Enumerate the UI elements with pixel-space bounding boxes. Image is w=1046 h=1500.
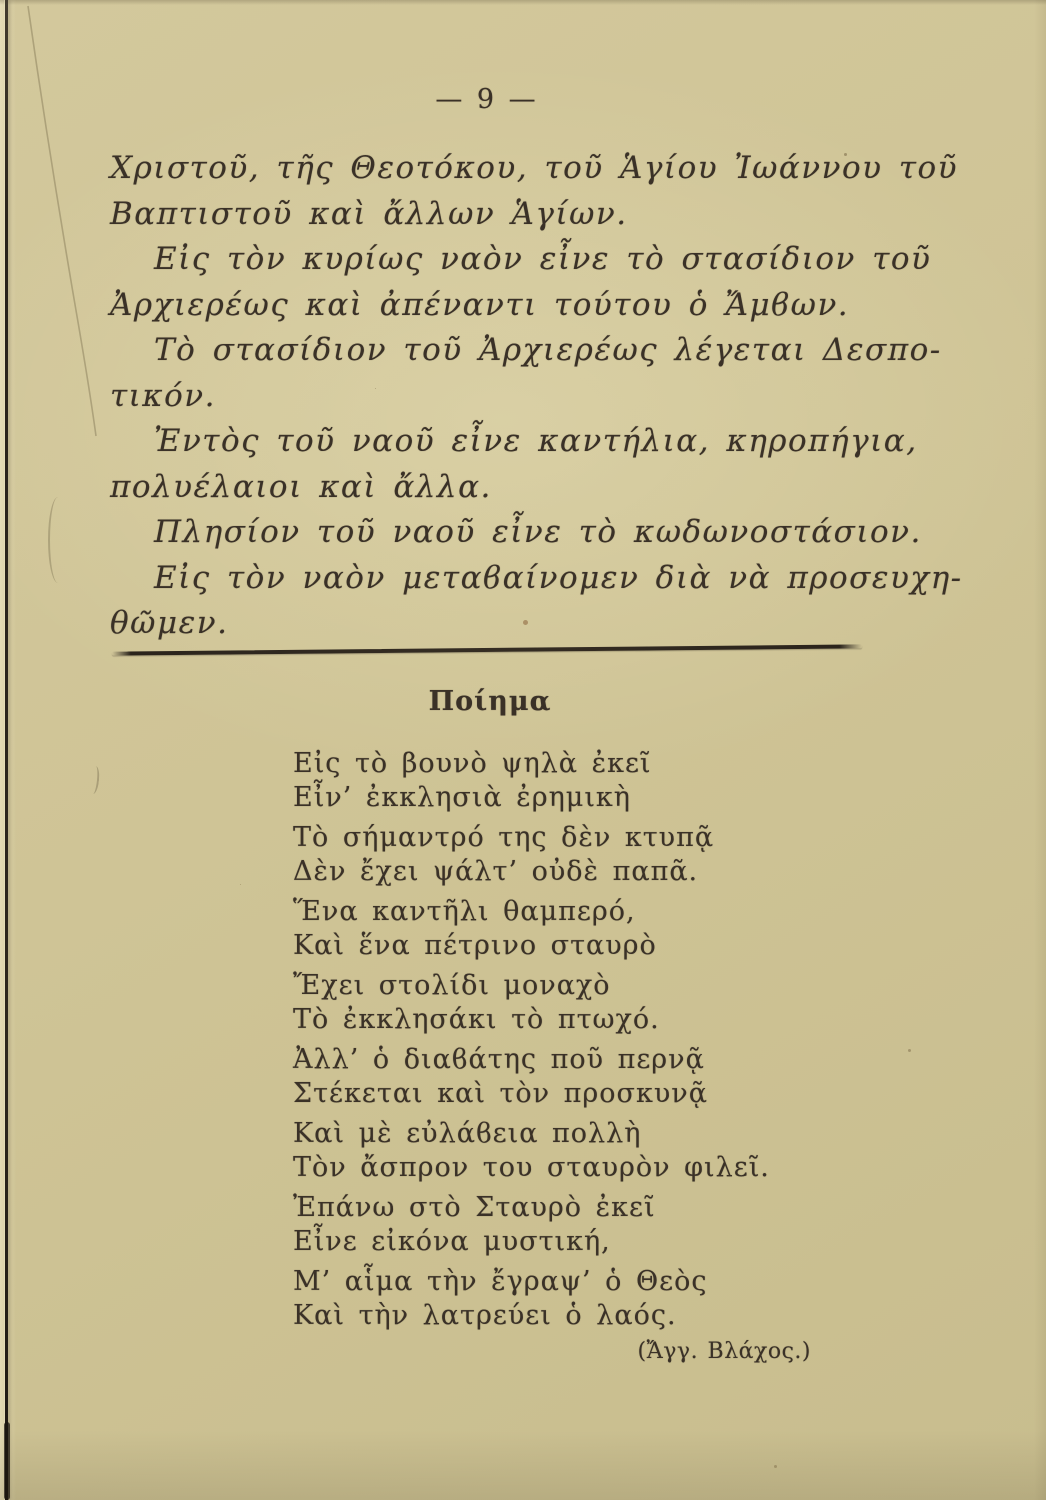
- poem-line: Καὶ τὴν λατρεύει ὁ λαός.: [293, 1300, 677, 1331]
- poem-attribution: (Ἄγγ. Βλάχος.): [637, 1339, 811, 1364]
- paragraph: [110, 510, 922, 556]
- body-line: Βαπτιστοῦ καὶ ἄλλων Ἁγίων.: [110, 195, 628, 232]
- poem-stanza: [293, 747, 815, 815]
- poem-line: Ἐπάνω στὸ Σταυρὸ ἐκεῖ: [293, 1192, 656, 1223]
- paragraph: [110, 237, 932, 328]
- poem-stanza: [293, 821, 815, 889]
- poem: [293, 747, 815, 1365]
- body-line: Τὸ στασίδιον τοῦ Ἀρχιερέως λέγεται Δεσπο-: [154, 332, 942, 368]
- body-line: Εἰς τὸν κυρίως ναὸν εἶνε τὸ στασίδιον τοῦ: [154, 241, 932, 277]
- poem-stanza: [293, 1191, 815, 1259]
- poem-stanza: [293, 1265, 815, 1333]
- poem-stanza: [293, 1117, 815, 1185]
- body-line: τικόν.: [110, 377, 216, 414]
- body-line: Εἰς τὸν ναὸν μεταϐαίνομεν διὰ νὰ προσευχη-: [154, 559, 963, 596]
- paragraph: [110, 146, 959, 237]
- body-line: Ἀρχιερέως καὶ ἀπέναντι τούτου ὁ Ἄμϐων.: [110, 286, 850, 323]
- poem-stanza: [293, 969, 815, 1037]
- poem-title: Ποίημα: [428, 686, 552, 717]
- body-line: Πλησίον τοῦ ναοῦ εἶνε τὸ κωδωνοστάσιον.: [154, 514, 922, 550]
- paragraph: [110, 556, 963, 647]
- poem-line: Ἔχει στολίδι μοναχὸ: [293, 970, 611, 1001]
- body-line: Χριστοῦ, τῆς Θεοτόκου, τοῦ Ἁγίου Ἰωάννου τοῦ: [110, 150, 959, 186]
- body-line: Ἐντὸς τοῦ ναοῦ εἶνε καντήλια, κηροπήγια,: [154, 423, 918, 459]
- paragraph: [110, 328, 942, 419]
- poem-stanza: [293, 1043, 815, 1111]
- poem-line: Δὲν ἔχει ψάλτ’ οὐδὲ παπᾶ.: [293, 856, 699, 887]
- poem-line: Τὸ ἐκκλησάκι τὸ πτωχό.: [293, 1004, 660, 1035]
- poem-line: Εἶνε εἰκόνα μυστική,: [293, 1226, 611, 1257]
- body-text: [110, 146, 963, 647]
- poem-line: Τὸ σήμαντρό της δὲν κτυπᾷ: [293, 822, 715, 853]
- body-line: πολυέλαιοι καὶ ἄλλα.: [110, 468, 492, 505]
- poem-line: Ἀλλ’ ὁ διαϐάτης ποῦ περνᾷ: [293, 1044, 705, 1075]
- page-number: — 9 —: [435, 84, 539, 115]
- poem-line: Καὶ ἕνα πέτρινο σταυρὸ: [293, 930, 657, 961]
- poem-line: Τὸν ἄσπρον του σταυρὸν φιλεῖ.: [293, 1152, 770, 1183]
- poem-line: Στέκεται καὶ τὸν προσκυνᾷ: [293, 1078, 708, 1109]
- paragraph: [110, 419, 918, 510]
- poem-line: Καὶ μὲ εὐλάϐεια πολλὴ: [293, 1118, 642, 1149]
- body-line: θῶμεν.: [110, 605, 229, 641]
- pencil-mark: [48, 497, 68, 583]
- poem-line: Μ’ αἷμα τὴν ἔγραψ’ ὁ Θεὸς: [293, 1266, 708, 1297]
- poem-stanza: [293, 895, 815, 963]
- poem-line: Ἕνα καντῆλι θαμπερό,: [293, 896, 636, 927]
- poem-line: Εἰς τὸ βουνὸ ψηλὰ ἐκεῖ: [293, 748, 652, 779]
- poem-line: Εἶν’ ἐκκλησιὰ ἐρημικὴ: [293, 782, 631, 813]
